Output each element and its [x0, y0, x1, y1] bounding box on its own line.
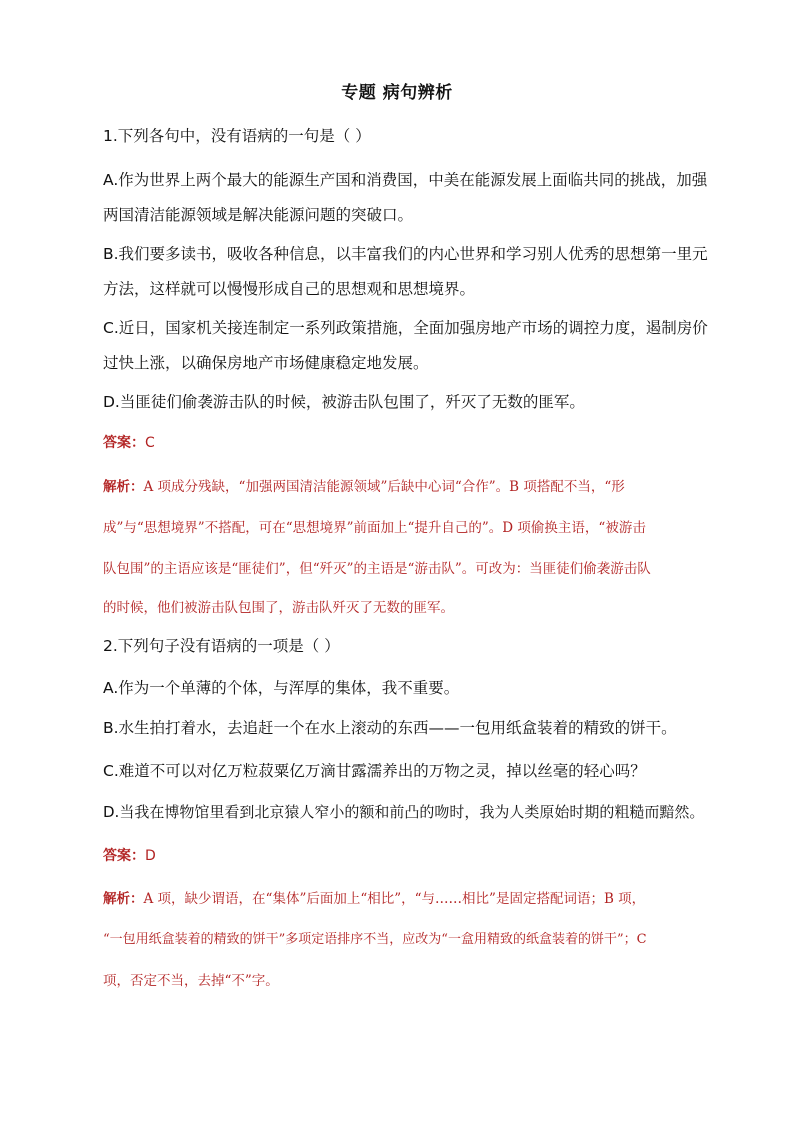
q1-explanation-line3: 队包围”的主语应该是“匪徒们”，但“歼灭”的主语是“游击队”。可改为：当匪徒们偷袭游击队	[103, 561, 651, 577]
q2-option-a-line1: A.作为一个单薄的个体，与浑厚的集体，我不重要。	[103, 679, 460, 697]
q1-option-c-line1: C.近日，国家机关接连制定一系列政策措施，全面加强房地产市场的调控力度，遏制房价	[103, 319, 708, 337]
q1-option-b-line2: 方法，这样就可以慢慢形成自己的思想观和思想境界。	[103, 280, 476, 298]
q2-answer	[103, 845, 156, 865]
page-title: 专题 病句辨析	[341, 83, 453, 103]
q1-explanation-line2: 成”与“思想境界”不搭配，可在“思想境界”前面加上“提升自己的”。D 项偷换主语，“被游击	[103, 520, 646, 536]
q2-explanation-line2: “一包用纸盒装着的精致的饼干”多项定语排序不当，应改为“一盒用精致的纸盒装着的饼干”；C	[103, 932, 647, 947]
q2-answer-label: 答案：	[103, 848, 145, 864]
q2-option-b-line1: B.水生拍打着水，去追赶一个在水上滚动的东西——一包用纸盒装着的精致的饼干。	[103, 719, 677, 737]
q2-explanation-line3: 项，否定不当，去掉“不”字。	[103, 973, 279, 989]
q1-answer-label: 答案：	[103, 435, 145, 451]
q1-explanation-line4: 的时候，他们被游击队包围了，游击队歼灭了无数的匪军。	[103, 600, 454, 616]
q2-option-d-line1: D.当我在博物馆里看到北京猿人窄小的额和前凸的吻时，我为人类原始时期的粗糙而黯然。	[103, 803, 705, 821]
q2-explanation-line1	[103, 887, 723, 907]
q2-explanation-label: 解析：	[103, 891, 144, 907]
q2-explanation-text1: A 项，缺少谓语，在“集体”后面加上“相比”，“与……相比”是固定搭配词语；B 项，	[143, 891, 646, 907]
q1-option-c-line2: 过快上涨，以确保房地产市场健康稳定地发展。	[103, 354, 429, 372]
q1-option-b-line1: B.我们要多读书，吸收各种信息，以丰富我们的内心世界和学习别人优秀的思想第一里元	[103, 245, 708, 263]
q2-option-c-line1: C.难道不可以对亿万粒菽粟亿万滴甘露濡养出的万物之灵，掉以丝毫的轻心吗？	[103, 762, 646, 780]
q2-stem: 2.下列句子没有语病的一项是（ ）	[103, 637, 340, 655]
q1-answer-value: C	[145, 435, 155, 451]
q1-stem: 1.下列各句中，没有语病的一句是（ ）	[103, 127, 371, 145]
q1-option-a-line2: 两国清洁能源领域是解决能源问题的突破口。	[103, 206, 414, 224]
q2-answer-value: D	[145, 848, 156, 864]
q1-answer	[103, 432, 155, 452]
q1-explanation-label: 解析：	[103, 479, 144, 495]
q1-option-a-line1: A.作为世界上两个最大的能源生产国和消费国，中美在能源发展上面临共同的挑战，加强	[103, 171, 708, 189]
q1-explanation-line1	[103, 475, 723, 495]
q1-explanation-text1: A 项成分残缺，“加强两国清洁能源领域”后缺中心词“合作”。B 项搭配不当，“形	[143, 479, 625, 495]
q1-option-d-line1: D.当匪徒们偷袭游击队的时候，被游击队包围了，歼灭了无数的匪军。	[103, 393, 585, 411]
